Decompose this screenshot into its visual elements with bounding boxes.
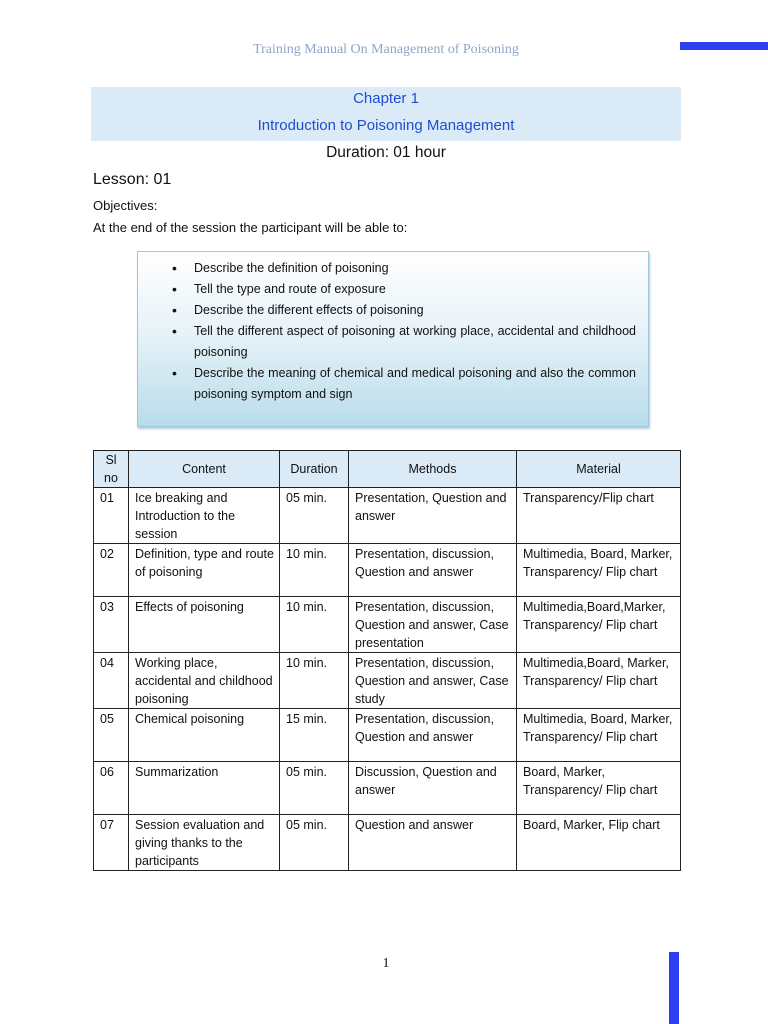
chapter-banner	[91, 87, 681, 141]
objectives-heading: Objectives:	[93, 198, 158, 213]
cell-content: Chemical poisoning	[129, 709, 280, 762]
cell-material: Board, Marker, Flip chart	[517, 815, 681, 871]
chapter-number: Chapter 1	[353, 90, 419, 107]
running-header: Training Manual On Management of Poisoning	[253, 42, 519, 57]
lesson-heading: Lesson: 01	[93, 171, 172, 188]
objectives-list	[172, 258, 636, 405]
table-row	[94, 597, 681, 653]
header-accent-bar	[680, 42, 768, 50]
cell-methods: Presentation, Question and answer	[349, 488, 517, 544]
footer-accent-bar	[669, 952, 679, 1024]
objectives-box	[137, 251, 649, 427]
chapter-title: Introduction to Poisoning Management	[257, 117, 515, 134]
cell-duration: 05 min.	[280, 815, 349, 871]
cell-content: Ice breaking and Introduction to the session	[129, 488, 280, 544]
column-header-material: Material	[517, 451, 681, 488]
cell-duration: 15 min.	[280, 709, 349, 762]
column-header-duration: Duration	[280, 451, 349, 488]
cell-sl-no: 04	[94, 653, 129, 709]
cell-content: Definition, type and route of poisoning	[129, 544, 280, 597]
cell-sl-no: 05	[94, 709, 129, 762]
table-row	[94, 544, 681, 597]
cell-methods: Presentation, discussion, Question and answer	[349, 709, 517, 762]
cell-sl-no: 07	[94, 815, 129, 871]
table-row	[94, 653, 681, 709]
cell-duration: 10 min.	[280, 597, 349, 653]
objective-item: • Tell the different aspect of poisoning at working place, accidental and childhood poisoning	[172, 321, 636, 363]
chapter-duration: Duration: 01 hour	[326, 144, 446, 161]
cell-material: Multimedia,Board, Marker, Transparency/ Flip chart	[517, 653, 681, 709]
cell-sl-no: 02	[94, 544, 129, 597]
cell-methods: Presentation, discussion, Question and answer, Case presentation	[349, 597, 517, 653]
objectives-intro: At the end of the session the participant will be able to:	[93, 220, 408, 235]
column-header-methods: Methods	[349, 451, 517, 488]
table-row	[94, 488, 681, 544]
objective-item: • Describe the definition of poisoning	[172, 258, 636, 279]
cell-content: Working place, accidental and childhood poisoning	[129, 653, 280, 709]
cell-methods: Question and answer	[349, 815, 517, 871]
table-row	[94, 815, 681, 871]
cell-sl-no: 03	[94, 597, 129, 653]
cell-content: Effects of poisoning	[129, 597, 280, 653]
cell-duration: 05 min.	[280, 488, 349, 544]
table-row	[94, 762, 681, 815]
session-schedule-table	[93, 450, 681, 871]
cell-sl-no: 06	[94, 762, 129, 815]
page-number: 1	[382, 956, 390, 971]
cell-material: Multimedia,Board,Marker, Transparency/ Flip chart	[517, 597, 681, 653]
cell-content: Summarization	[129, 762, 280, 815]
column-header-content: Content	[129, 451, 280, 488]
cell-methods: Discussion, Question and answer	[349, 762, 517, 815]
cell-duration: 10 min.	[280, 544, 349, 597]
objective-item: • Describe the different effects of poisoning	[172, 300, 636, 321]
column-header-sl-no: Sl no	[94, 451, 129, 488]
cell-methods: Presentation, discussion, Question and answer	[349, 544, 517, 597]
cell-material: Board, Marker, Transparency/ Flip chart	[517, 762, 681, 815]
table-header-row	[94, 451, 681, 488]
cell-duration: 10 min.	[280, 653, 349, 709]
objective-item: • Describe the meaning of chemical and medical poisoning and also the common poisoning symptom and sign	[172, 363, 636, 405]
cell-material: Multimedia, Board, Marker, Transparency/ Flip chart	[517, 709, 681, 762]
cell-duration: 05 min.	[280, 762, 349, 815]
cell-sl-no: 01	[94, 488, 129, 544]
table-row	[94, 709, 681, 762]
cell-material: Multimedia, Board, Marker, Transparency/ Flip chart	[517, 544, 681, 597]
cell-material: Transparency/Flip chart	[517, 488, 681, 544]
cell-methods: Presentation, discussion, Question and answer, Case study	[349, 653, 517, 709]
objective-item: • Tell the type and route of exposure	[172, 279, 636, 300]
cell-content: Session evaluation and giving thanks to the participants	[129, 815, 280, 871]
